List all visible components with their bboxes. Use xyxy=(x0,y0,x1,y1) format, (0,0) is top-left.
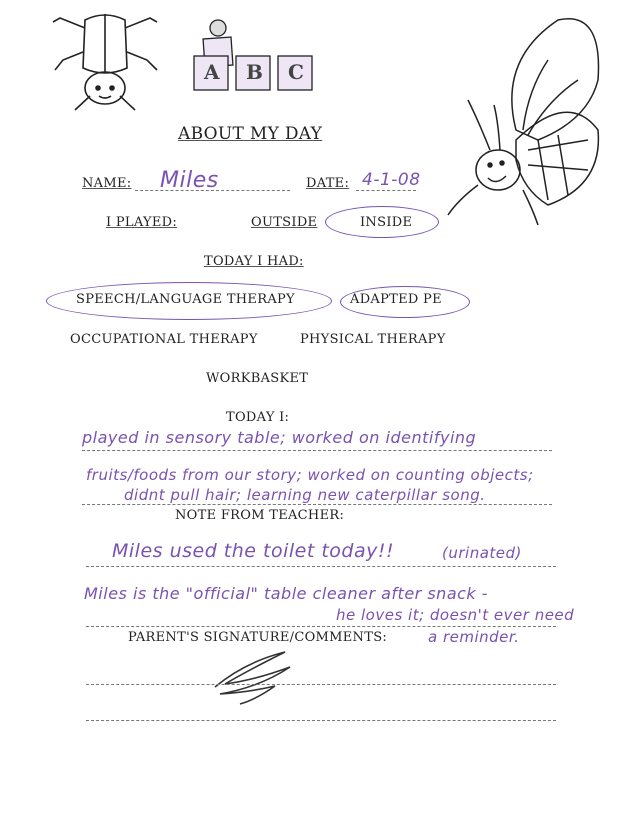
note-line-2: Miles is the "official" table cleaner after snack - xyxy=(84,584,489,603)
workbasket-option: WORKBASKET xyxy=(206,371,309,386)
page-title: ABOUT MY DAY xyxy=(178,124,323,144)
note-rule-1 xyxy=(86,566,556,567)
played-label: I PLAYED: xyxy=(106,215,178,230)
block-letter-c: C xyxy=(288,60,305,84)
date-line xyxy=(356,190,416,191)
signature-rule-2 xyxy=(86,720,556,721)
note-rule-2 xyxy=(86,626,556,627)
speech-therapy-option: SPEECH/LANGUAGE THERAPY xyxy=(76,292,295,307)
today-line-2: fruits/foods from our story; worked on counting objects; xyxy=(86,466,534,484)
note-line-4: a reminder. xyxy=(428,628,520,646)
today-rule-1 xyxy=(82,450,552,451)
occupational-therapy-option: OCCUPATIONAL THERAPY xyxy=(70,332,258,347)
today-i-label: TODAY I: xyxy=(226,410,290,425)
today-had-label: TODAY I HAD: xyxy=(204,254,304,269)
adapted-pe-option: ADAPTED PE xyxy=(350,292,442,307)
note-label: NOTE FROM TEACHER: xyxy=(175,508,345,523)
today-line-3: didnt pull hair; learning new caterpillar song. xyxy=(124,486,486,504)
parent-signature-scribble xyxy=(205,642,305,712)
butterfly-illustration xyxy=(438,10,618,235)
block-letter-a: A xyxy=(204,60,220,84)
name-value: Miles xyxy=(160,168,219,193)
date-label: DATE: xyxy=(306,176,350,191)
name-label: NAME: xyxy=(82,176,132,191)
physical-therapy-option: PHYSICAL THERAPY xyxy=(300,332,446,347)
today-rule-2 xyxy=(82,504,552,505)
parent-signature-label: PARENT'S SIGNATURE/COMMENTS: xyxy=(128,630,388,645)
note-line-1: Miles used the toilet today!! xyxy=(112,540,395,562)
today-line-1: played in sensory table; worked on identifying xyxy=(82,428,477,447)
abc-blocks-illustration xyxy=(190,16,320,96)
date-value: 4-1-08 xyxy=(362,170,421,190)
beetle-illustration xyxy=(45,8,165,123)
outside-option: OUTSIDE xyxy=(251,215,318,230)
block-letter-b: B xyxy=(246,60,264,84)
inside-option: INSIDE xyxy=(360,215,413,230)
note-paren: (urinated) xyxy=(442,544,522,562)
signature-rule-1 xyxy=(86,684,556,685)
note-line-3: he loves it; doesn't ever need xyxy=(336,606,575,624)
